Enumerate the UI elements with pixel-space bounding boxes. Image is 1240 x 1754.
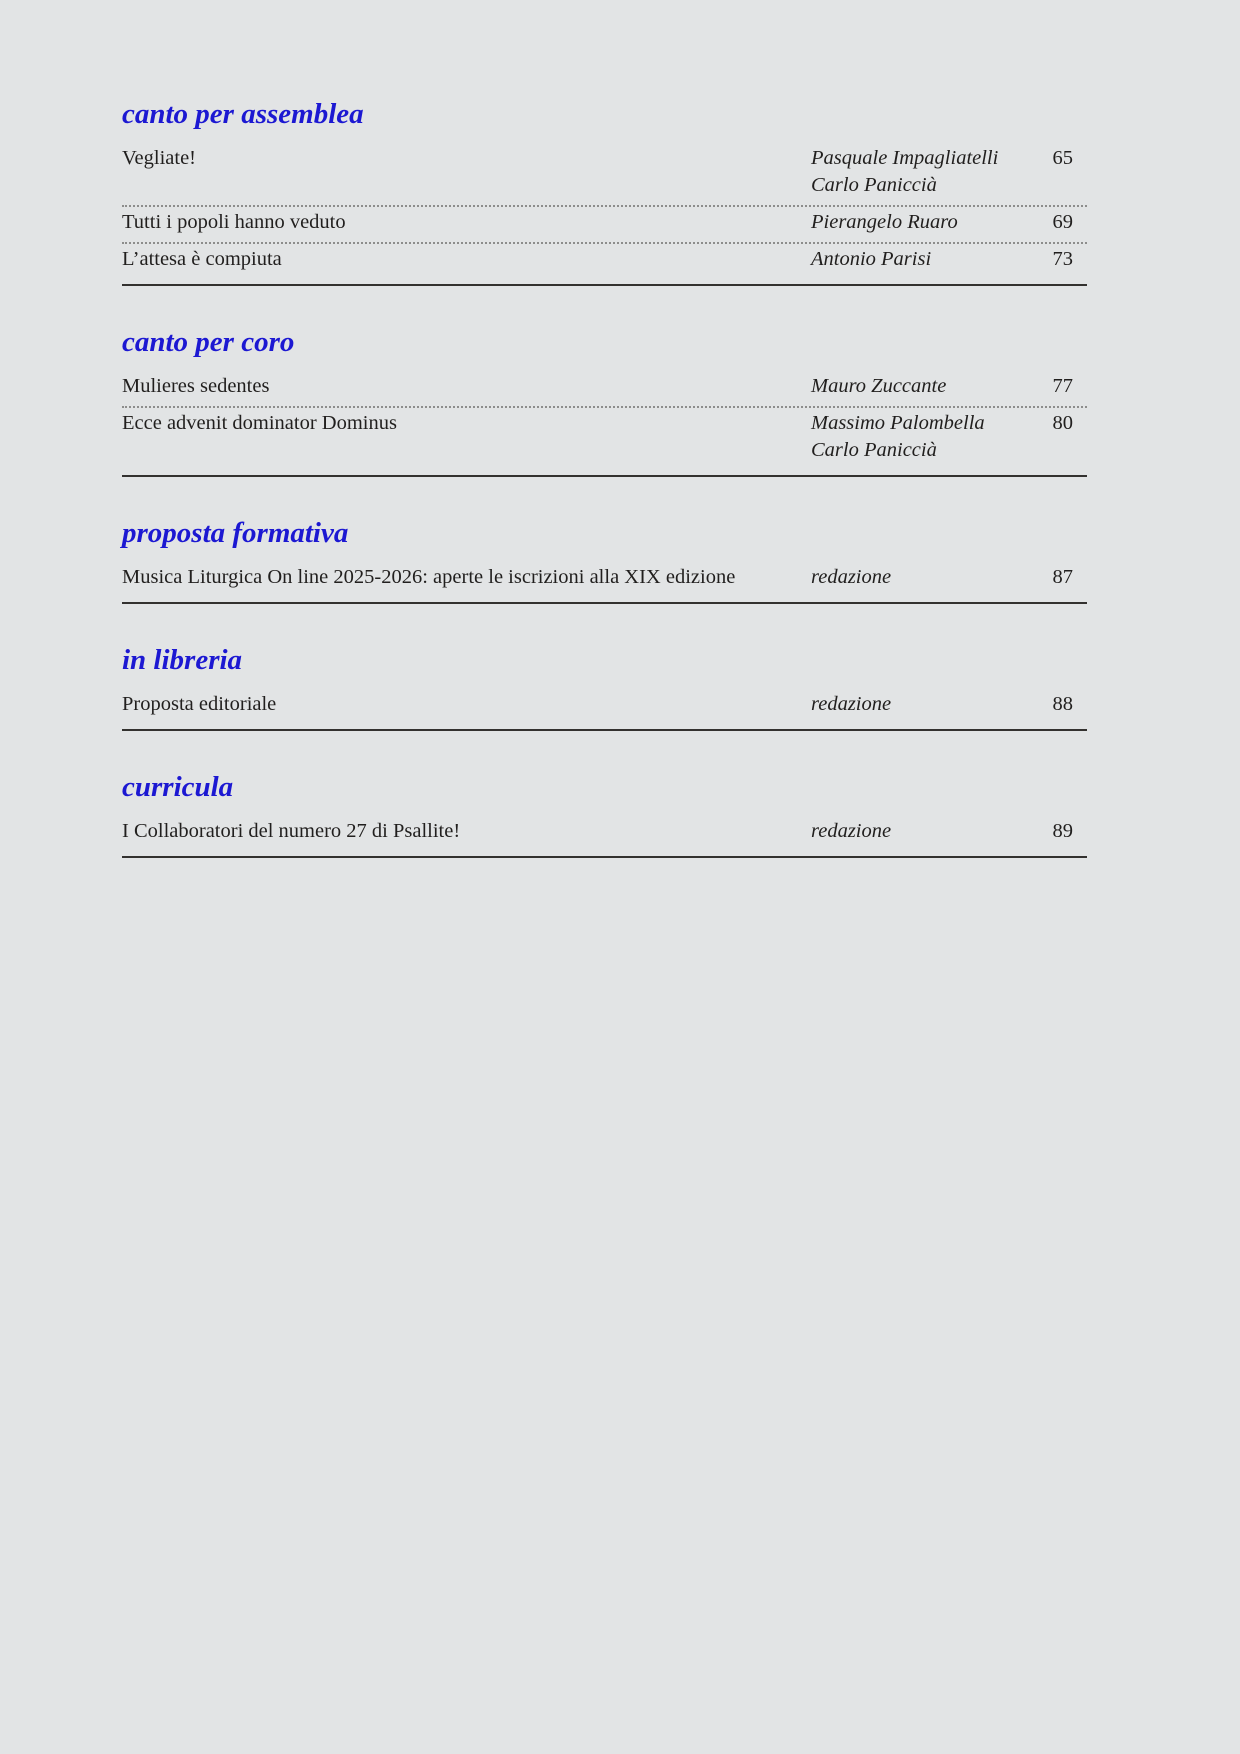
divider-solid bbox=[122, 729, 1087, 731]
entry-title: L’attesa è compiuta bbox=[122, 248, 282, 270]
entry-title: Proposta editoriale bbox=[122, 693, 277, 715]
section-heading: in libreria bbox=[122, 644, 243, 676]
entry-authors bbox=[811, 209, 1011, 236]
section-canto-per-assemblea bbox=[122, 98, 1087, 286]
divider-dotted bbox=[122, 406, 1087, 408]
entry-page-number: 77 bbox=[1052, 375, 1073, 397]
entry-title: Vegliate! bbox=[122, 147, 196, 169]
divider-solid bbox=[122, 602, 1087, 604]
entry-title: I Collaboratori del numero 27 di Psallite! bbox=[122, 820, 461, 842]
entry-author: Pierangelo Ruaro bbox=[811, 211, 958, 233]
section-heading: canto per coro bbox=[122, 326, 295, 358]
section-heading: curricula bbox=[122, 771, 234, 803]
entry-authors bbox=[811, 691, 1011, 718]
section-in-libreria bbox=[122, 644, 1087, 731]
entry-authors bbox=[811, 410, 1011, 464]
toc-entry bbox=[122, 409, 1087, 466]
toc-entry bbox=[122, 563, 1087, 593]
section-canto-per-coro bbox=[122, 326, 1087, 477]
entry-authors bbox=[811, 564, 1011, 591]
entry-title: Mulieres sedentes bbox=[122, 375, 270, 397]
entry-author: Antonio Parisi bbox=[811, 248, 932, 270]
toc-entry bbox=[122, 208, 1087, 238]
entry-page-number: 65 bbox=[1052, 147, 1073, 169]
entry-authors bbox=[811, 246, 1011, 273]
entry-page-number: 69 bbox=[1052, 211, 1073, 233]
entry-author: Carlo Paniccià bbox=[811, 174, 937, 196]
entry-page-number: 88 bbox=[1052, 693, 1073, 715]
entry-author: Massimo Palombella bbox=[811, 412, 985, 434]
divider-solid bbox=[122, 856, 1087, 858]
section-heading: canto per assemblea bbox=[122, 98, 364, 130]
table-of-contents bbox=[122, 98, 1087, 858]
entry-author: redazione bbox=[811, 566, 892, 588]
section-proposta-formativa bbox=[122, 517, 1087, 604]
divider-dotted bbox=[122, 205, 1087, 207]
entry-page-number: 87 bbox=[1052, 566, 1073, 588]
section-heading: proposta formativa bbox=[122, 517, 349, 549]
entry-author: redazione bbox=[811, 820, 892, 842]
entry-page-number: 80 bbox=[1052, 412, 1073, 434]
entry-page-number: 89 bbox=[1052, 820, 1073, 842]
toc-entry bbox=[122, 372, 1087, 402]
toc-entry bbox=[122, 144, 1087, 201]
entry-authors bbox=[811, 818, 1011, 845]
toc-entry bbox=[122, 817, 1087, 847]
entry-title: Musica Liturgica On line 2025-2026: aperte le iscrizioni alla XIX edizione bbox=[122, 566, 736, 588]
toc-entry bbox=[122, 245, 1087, 275]
divider-solid bbox=[122, 475, 1087, 477]
entry-page-number: 73 bbox=[1052, 248, 1073, 270]
entry-author: Pasquale Impagliatelli bbox=[811, 147, 999, 169]
entry-author: redazione bbox=[811, 693, 892, 715]
entry-title: Ecce advenit dominator Dominus bbox=[122, 412, 397, 434]
entry-title: Tutti i popoli hanno veduto bbox=[122, 211, 346, 233]
toc-entry bbox=[122, 690, 1087, 720]
entry-authors bbox=[811, 145, 1011, 199]
entry-authors bbox=[811, 373, 1011, 400]
section-curricula bbox=[122, 771, 1087, 858]
divider-dotted bbox=[122, 242, 1087, 244]
entry-author: Mauro Zuccante bbox=[811, 375, 947, 397]
entry-author: Carlo Paniccià bbox=[811, 439, 937, 461]
divider-solid bbox=[122, 284, 1087, 286]
